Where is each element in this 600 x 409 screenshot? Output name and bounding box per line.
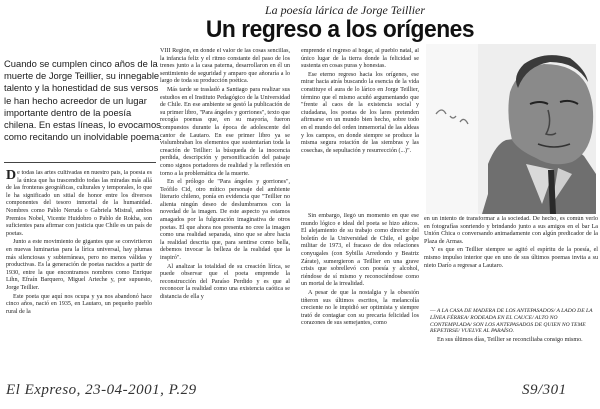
poem-excerpt bbox=[430, 308, 594, 345]
article-headline: Un regreso a los orígenes bbox=[205, 16, 475, 43]
paragraph-text: e todas las artes cultivadas en nuestro país, la poesía es la única que ha trascendido todas las miradas más allá de las fronteras geográficas, culturales y temporales, lo que le ha significado un sitial de honor entre los diversos componentes del tesoro inmortal de la humanidad. Nombres como Pablo Neruda o Gabriela Mistral, ambos Premios Nobel, Vicente Huidobro o Pablo de Rokha, son suficientes para afirmar con justicia que Chile es un país de poetas. bbox=[6, 170, 152, 237]
lead-text: Cuando se cumplen cinco años de la muerte de Jorge Teillier, su innegable talento y la honestidad de sus versos le han hecho acreedor de un lugar importante dentro de la poesía chilena. En estas líneas, lo evocamos como recitando un inolvidable poema. bbox=[4, 58, 162, 143]
article-kicker: La poesía lárica de Jorge Teillier bbox=[264, 3, 426, 17]
archive-number: S9/301 bbox=[522, 382, 567, 398]
paragraph: Y es que en Teillier siempre se agitó el espíritu de la poesía, el mismo impulso interior que en uno de sus últimos poemas invita a su nieto Darío a regresar a Lautaro. bbox=[424, 247, 598, 269]
column-3-lower bbox=[301, 213, 419, 381]
source-annotation: El Expreso, 23-04-2001, P.29 bbox=[6, 382, 197, 398]
drop-cap: D bbox=[6, 170, 17, 183]
paragraph: VIII Región, en donde el valor de las cosas sencillas, la infancia feliz y el ritmo constante del paso de los trenes junto a la casa paterna, desarrollaron en él un sentimiento de seguridad y amparo que añoraría a lo largo de toda su producción poética. bbox=[160, 48, 290, 85]
lead-divider bbox=[4, 162, 156, 163]
column-1 bbox=[6, 170, 152, 380]
column-2 bbox=[160, 48, 290, 382]
portrait-photo-icon bbox=[426, 44, 596, 214]
poem-text: A LA CASA DE MADERA DE LOS ANTEPASADOS/ A LADO DE LA LÍNEA FÉRREA/ RODEADA EN EL CAUCE/ ALTO NO CONTEMPLADA/ SON LOS ANTEPASADOS DE QUIEN NO TEME REPETIRSE/ VUELVE AL PARAÍSO. bbox=[430, 308, 593, 335]
caption-dash: — bbox=[430, 308, 436, 314]
article-lead bbox=[4, 58, 164, 143]
paragraph: A pesar de que la nostalgia y la obsesión tiñeron sus últimos escritos, la melancolía creciente no le impidió ser optimista y siempre trató de contagiar con su precaria felicidad los corazones de sus semejantes, como bbox=[301, 289, 419, 327]
paragraph: Sin embargo, llegó un momento en que ese mundo lógico e ideal del poeta se hizo añicos. El alejamiento de su trabajo como director del boletín de la Universidad de Chile, el golpe militar de 1973, el fracaso de dos relaciones conyugales (con Sybilla Arredondo y Beatriz Zárate), sumergieron a Teillier en una grave crisis que sobrellevó con poesía y alcohol, riéndose de sí mismo y reconociéndose como un mortal de la irrealidad. bbox=[301, 213, 419, 288]
paragraph: en un intento de transformar a la sociedad. De hecho, es común verlo en fotografías sonriendo y brindando junto a sus amigos en el bar La Unión Chica o conversando animadamente con algún predicador de la Plaza de Armas. bbox=[424, 216, 598, 245]
paragraph: emprende el regreso al hogar, al pueblo natal, al único lugar de la tierra donde la felicidad se sustenta en cosas puras y honestas. bbox=[301, 48, 419, 70]
paragraph: Ese eterno regreso hacia los orígenes, ese mirar hacia atrás buscando la esencia de la vida constituye el aura de lo lárico en Jorge Teillier, término que el mismo acuñó argumentando que "frente al caos de la existencia social y ciudadana, los poetas de los lares pretenden afirmarse en un mundo bien hecho, sobre todo en el mundo del orden inmemorial de las aldeas y los campos, en donde siempre se produce la misma segura rotación de las siembras y las cosechas, de sepultación y resurrección (...)". bbox=[301, 71, 419, 154]
closing-paragraph: En sus últimos días, Teillier se reconciliaba consigo mismo. bbox=[437, 337, 583, 344]
paragraph: Más tarde se trasladó a Santiago para realizar sus estudios en el Instituto Pedagógico de la Universidad de Chile. En ese ambiente se gestó la publicación de su primer libro, "Para ángeles y gorriones", texto que recogía poemas que, en su mayoría, fueron compuestos durante la época de adolescente del cantor de Lautaro. En ese primer libro ya se vislumbraban los elementos que sustentarían toda la creación de Teillier: la búsqueda de la inocencia perdida, descripción y personificación del paisaje como signos portadores de realidad y la reflexión en torno a la problemática de la muerte. bbox=[160, 86, 290, 177]
paragraph: En el prólogo de "Para ángeles y gorriones", Teófilo Cid, otro mítico personaje del ambiente literario chileno, ponía en evidencia que "Teillier no alienta ningún deseo de deslumbrarnos con la novedad de la imagen. De este aspecto ya estamos amagados por la fulguración imaginativa de otros poetas. El que ahora nos presenta no cree la imagen como una realidad separada, sino que se abre hacia la realidad descrita que, para sentirse como bella, debemos invocar la belleza de la realidad que la inspiró". bbox=[160, 179, 290, 262]
column-3 bbox=[301, 48, 419, 212]
paragraph: Este poeta que aquí nos ocupa y ya nos abandonó hace cinco años, nació en 1935, en Lautaro, un pequeño pueblo rural de la bbox=[6, 293, 152, 315]
paragraph bbox=[6, 170, 152, 238]
paragraph: Al analizar la totalidad de su creación lírica, se puede observar que el poeta emprende la reconstrucción del Paraíso Perdido y es que al reconocer la realidad como una existencia caótica se distancia de ella y bbox=[160, 263, 290, 300]
portrait-illustration bbox=[426, 44, 596, 214]
column-4 bbox=[424, 216, 598, 382]
paragraph: Junto a este movimiento de gigantes que se convirtieron en nuevas luminarias para la lírica universal, hay plumas más silenciosas y subterráneas, pero no menos válidas y productivas. Es la generación de poetas nacidos a partir de 1930, entre la que encontramos nombres como Enrique Lihn, Efraín Barquero, Miguel Arteche y, por supuesto, Jorge Teillier. bbox=[6, 239, 152, 291]
